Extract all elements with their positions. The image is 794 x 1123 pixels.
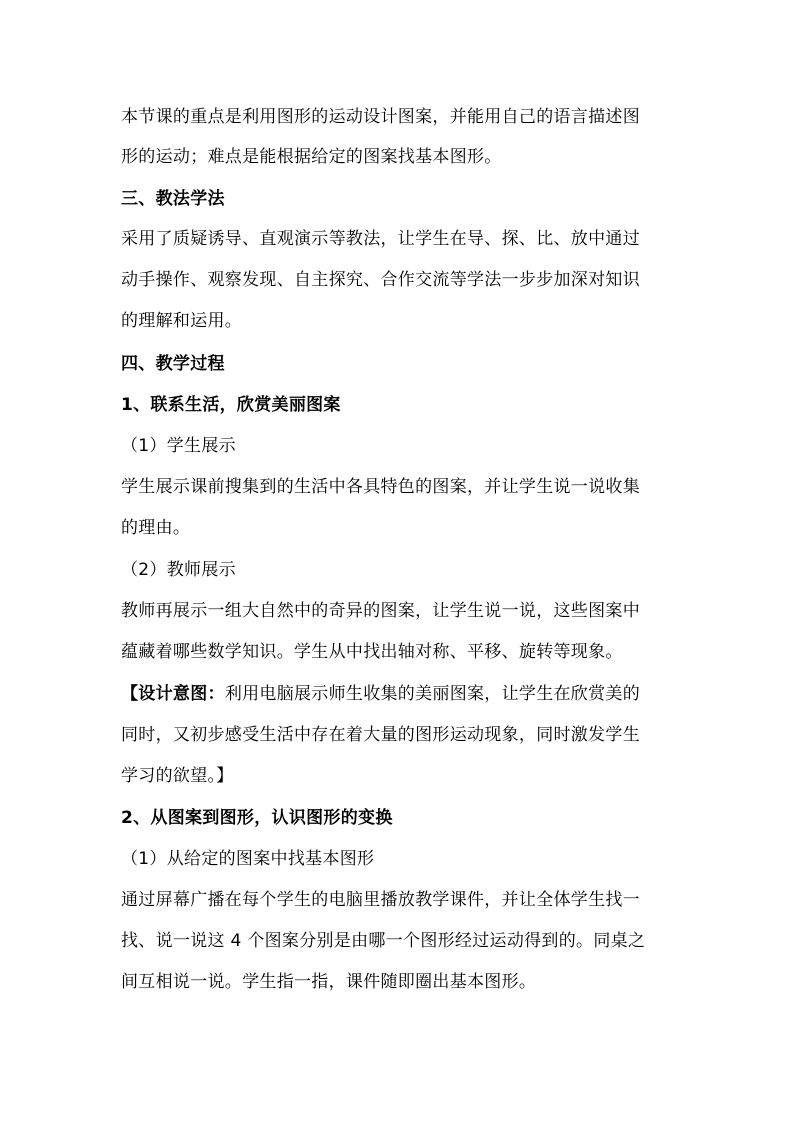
item-heading: （1）学生展示: [121, 436, 236, 456]
paragraph-line: 的理解和运用。: [121, 311, 243, 331]
paragraph-line: 动手操作、观察发现、自主探究、合作交流等学法一步步加深对知识: [121, 270, 640, 290]
paragraph-line: 的理由。: [121, 518, 191, 538]
paragraph-line: 学习的欲望。】: [121, 766, 234, 786]
paragraph-line: 采用了质疑诱导、直观演示等教法，让学生在导、探、比、放中通过: [121, 229, 640, 249]
item-heading: （1）从给定的图案中找基本图形: [121, 849, 375, 869]
design-intent-label: 【设计意图：: [121, 684, 225, 704]
paragraph-line: 找、说一说这 4 个图案分别是由哪一个图形经过运动得到的。同桌之: [121, 931, 646, 951]
paragraph-line: 同时，又初步感受生活中存在着大量的图形运动现象，同时激发学生: [121, 725, 640, 745]
paragraph-line: 学生展示课前搜集到的生活中各具特色的图案，并让学生说一说收集: [121, 477, 640, 497]
item-heading: （2）教师展示: [121, 560, 236, 580]
paragraph-line: 通过屏幕广播在每个学生的电脑里播放教学课件，并让全体学生找一: [121, 890, 640, 910]
design-intent-text: 利用电脑展示师生收集的美丽图案，让学生在欣赏美的: [224, 684, 641, 704]
design-intent-line: [121, 682, 681, 706]
section-heading: 四、教学过程: [121, 354, 225, 374]
paragraph-line: 教师再展示一组大自然中的奇异的图案，让学生说一说，这些图案中: [121, 601, 640, 621]
section-heading: 三、教法学法: [121, 189, 225, 209]
paragraph-line: 形的运动；难点是能根据给定的图案找基本图形。: [121, 147, 502, 167]
subsection-heading: 2、从图案到图形，认识图形的变换: [121, 808, 393, 828]
subsection-heading: 1、联系生活，欣赏美丽图案: [121, 395, 341, 415]
paragraph-line: 间互相说一说。学生指一指，课件随即圈出基本图形。: [121, 972, 537, 992]
paragraph-line: 本节课的重点是利用图形的运动设计图案，并能用自己的语言描述图: [121, 107, 640, 127]
paragraph-line: 蕴藏着哪些数学知识。学生从中找出轴对称、平移、旋转等现象。: [121, 642, 623, 662]
